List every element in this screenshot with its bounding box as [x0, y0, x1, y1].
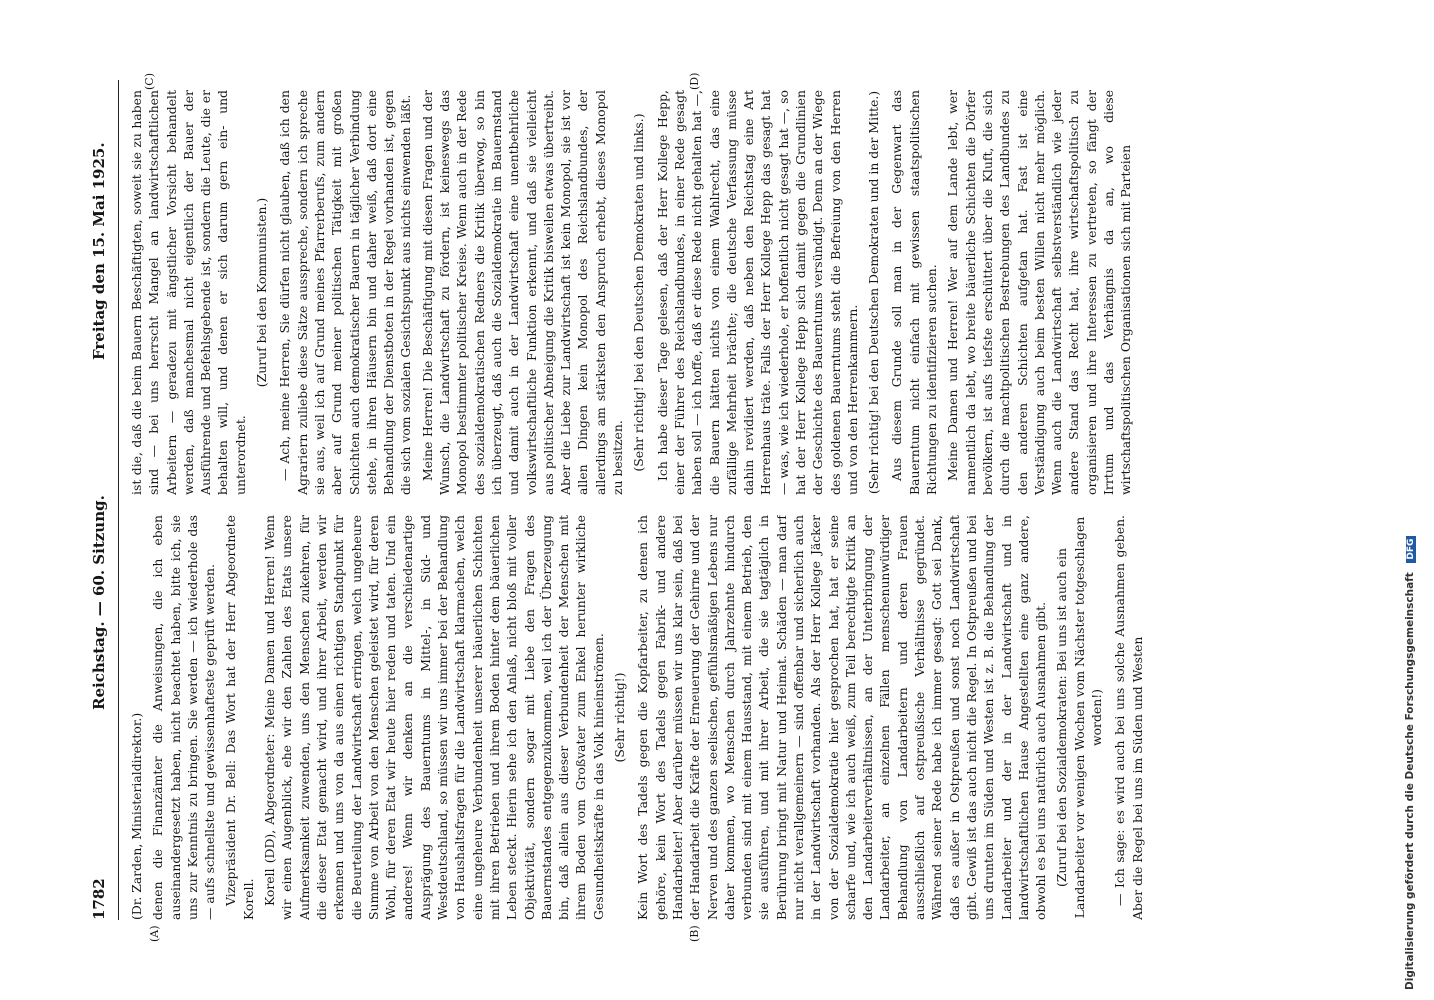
interjection: (Sehr richtig! bei den Deutschen Demokraten und in der Mitte.)	[866, 90, 882, 495]
funding-text: Digitalisierung gefördert durch die Deutsche Forschungsgemeinschaft	[1404, 572, 1416, 990]
interjection: (Sehr richtig! bei den Deutschen Demokraten und links.)	[631, 113, 647, 472]
paragraph: Aus diesem Grunde soll man in der Gegenwart das Bauerntum nicht einfach mit gewissen staatspolitischen Richtungen zu identifizieren suchen.	[889, 90, 940, 495]
margin-mark-a: (A)	[148, 925, 161, 942]
paragraph: Meine Damen und Herren! Wer auf dem Lande lebt, wer namentlich da lebt, wo breite bäuerliche Schichten die Dörfer bevölkern, ist aufs tiefste erschüttert über die Kluft, die sich durch die machtpolitischen Bestrebungen des Landbundes zu den anderen Schichten aufgetan hat. Fast ist eine Verständigung auch beim besten Willen nicht mehr möglich. Wenn auch die Landwirtschaft selbstverständlich wie jeder andere Stand das Recht hat, ihre wirtschaftspolitisch zu organisieren und ihre Interessen zu vertreten, so fängt der Irrtum und das Verhängnis da an, wo diese wirtschaftspolitischen Organisationen sich mit Parteien	[945, 90, 1134, 495]
page-number: 1782	[90, 878, 108, 920]
session-title: Reichstag. — 60. Sitzung.	[90, 495, 108, 710]
margin-mark-b: (B)	[688, 925, 701, 942]
right-column	[128, 90, 1308, 495]
interjection: (Sehr richtig!)	[612, 672, 628, 763]
left-column	[128, 515, 1308, 920]
paragraph: ist die, daß die beim Bauern Beschäftigten, soweit sie zu haben sind — bei uns herrscht Mangel an landwirtschaftlichen Arbeitern — geradezu mit ängstlicher Vorsicht behandelt werden, daß manchesmal nicht eigentlich der Bauer der Ausführende und Befehlsgebende ist, sondern die Leute, die er behalten will, und denen er sich darum gern ein- und unterordnet.	[129, 90, 248, 495]
paragraph: Korell (DD), Abgeordneter: Meine Damen und Herren! Wenn wir einen Augenblick, ehe wir den Zahlen des Etats unsere Aufmerksamkeit zuwenden, uns den Menschen zukehren, für die dieser Etat gemacht wird, und ihrer Arbeit, werden wir erkennen und uns von da aus einen richtigen Standpunkt für die Beurteilung der Landwirtschaft erringen, welch ungeheure Summe von Arbeit von den Menschen geleistet wird, für deren Wohl, für deren Etat wir heute hier reden und taten. Und ein anderes! Wenn wir denken an die verschiedenartige Ausprägung des Bauerntums in Mittel-, in Süd- und Westdeutschland, so müssen wir uns immer bei der Behandlung von Haushaltsfragen für die Landwirtschaft klarmachen, welch eine ungeheure Verbundenheit unserer bäuerlichen Schichten mit ihren Betrieben und ihrem Boden hinter dem bäuerlichen Leben steckt. Hierin sehe ich den Anlaß, nicht bloß mit voller Objektivität, sondern sogar mit Liebe den Fragen des Bauernstandes entgegenzukommen, weil ich der Überzeugung bin, daß allein aus dieser Verbundenheit der Menschen mit ihrem Boden vom Großvater zum Enkel herunter wirkliche Gesundheitskräfte in das Volk hineinströmen.	[262, 515, 606, 920]
dfg-logo: DFG	[1406, 536, 1416, 563]
margin-mark-d: (D)	[688, 72, 701, 90]
funding-note	[1404, 10, 1426, 990]
paragraph: denen die Finanzämter die Anweisungen, die ich eben auseinandergesetzt haben, nicht beachtet haben, bitte ich, sie uns zur Kenntnis zu bringen. Sie werden — ich wiederhole das — aufs schnellste und gewissenhafteste geprüft werden.	[150, 515, 218, 920]
paragraph: Kein Wort des Tadels gegen die Kopfarbeiter, zu denen ich gehöre, kein Wort des Tadels gegen Fabrik- und andere Handarbeiter! Aber darüber müssen wir uns klar sein, daß bei der Handarbeit die Kräfte der Erneuerung der Gehirne und der Nerven und des ganzen seelischen, gefühlsmäßigen Lebens nur daher kommen, wo Menschen durch Jahrzehnte hindurch verbunden sind mit einem Hausstand, mit einem Betrieb, den sie ausführen, und mit ihrer Arbeit, die sie tagtäglich in Berührung bringt mit Natur und Heimat. Schäden — man darf nur nicht verallgemeinern — sind offenbar und sicherlich auch in der Landwirtschaft vorhanden. Als der Herr Kollege Jäcker von der Sozialdemokratie hier gesprochen hat, hat er seine scharfe und, wie ich auch weiß, zum Teil berechtigte Kritik an den Landarbeiterverhältnissen, an der Unterbringung der Landarbeiter, an einzelnen Fällen menschenunwürdiger Behandlung von Landarbeitern und deren Frauen ausschließlich auf ostpreußische Verhältnisse gegründet. Während seiner Rede habe ich immer gesagt: Gott sei Dank, daß es außer in Ostpreußen und sonst noch Landwirtschaft gibt. Gewiß ist das auch nicht die Regel. In Ostpreußen und bei uns drunten im Süden und Westen ist z. B. die Behandlung der Landarbeiter und der in der Landwirtschaft und in landwirtschaftlichen Hause Angestellten eine ganz andere, obwohl es bei uns natürlich auch Ausnahmen gibt.	[635, 515, 1049, 920]
rotated-document	[88, 72, 1318, 942]
margin-mark-c: (C)	[143, 73, 156, 90]
page-header	[88, 80, 119, 920]
paragraph: Ich habe dieser Tage gelesen, daß der Herr Kollege Hepp, einer der Führer des Reichslandbundes, in einer Rede gesagt haben soll — ich hoffe, daß er diese Rede nicht gehalten hat —, die Bauern hätten nichts von einem Wahlrecht, das eine zufällige Mehrheit brächte; die deutsche Verfassung müsse dahin revidiert werden, daß neben den Reichstag eine Art Herrenhaus träte. Falls der Herr Kollege Hepp das gesagt hat — was, wie ich wiederhole, er hoffentlich nicht gesagt hat —, so hat der Herr Kollege Hepp sich damit gegen die Grundlinien der Geschichte des Bauerntums versündigt. Denn an der Wiege des goldenen Bauerntums steht die Befreiung von den Herren und von den Herrenkammern.	[654, 90, 860, 495]
paragraph: Vizepräsident Dr. Bell: Das Wort hat der Herr Abgeordnete Korell.	[223, 515, 256, 920]
session-date: Freitag den 15. Mai 1925.	[90, 142, 108, 360]
paragraph: Meine Herren! Die Beschäftigung mit diesen Fragen und der Wunsch, die Landwirtschaft zu fördern, ist keineswegs das Monopol bestimmter politischer Kreise. Wenn auch in der Rede des sozialdemokratischen Redners die Kritik überwog, so bin ich überzeugt, daß auch die Sozialdemokratie im Bauernstand und damit auch in der Landwirtschaft eine unentbehrliche volkswirtschaftliche Funktion erkennt, und daß sie vielleicht aus politischer Abneigung die Kritik bisweilen etwas übertreibt. Aber die Liebe zur Landwirtschaft ist kein Monopol, sie ist vor allen Dingen kein Monopol des Reichslandbundes, der allerdings am stärksten den Anspruch erhebt, dieses Monopol zu besitzen.	[419, 90, 626, 495]
interjection: (Zuruf bei den Sozialdemokraten: Bei uns ist auch ein Landarbeiter vor wenigen Wochen vom Nächster totgeschlagen worden!)	[1054, 516, 1105, 919]
paragraph: — Ich sage: es wird auch bei uns solche Ausnahmen geben. Aber die Regel bei uns im Süden und Westen	[1112, 515, 1145, 920]
interjection: (Zuruf bei den Kommunisten.)	[254, 197, 270, 388]
paragraph: — Ach, meine Herren, Sie dürfen nicht glauben, daß ich den Agrariern zuliebe diese Sätze ausspreche, sondern ich spreche sie aus, weil ich auf Grund meines Pfarrerberufs, zum andern aber auf Grund meiner politischen Tätigkeit mit großen Schichten auch demokratischer Bauern in täglicher Verbindung stehe, in ihren Häusern bin und daher weiß, daß dort eine Behandlung der Dienstboten in der Regel vorhanden ist, gegen die sich vom sozialen Gesichtspunkt aus nichts einwenden läßt.	[277, 90, 414, 495]
speaker-note: (Dr. Zarden, Ministerialdirektor.)	[129, 712, 144, 920]
